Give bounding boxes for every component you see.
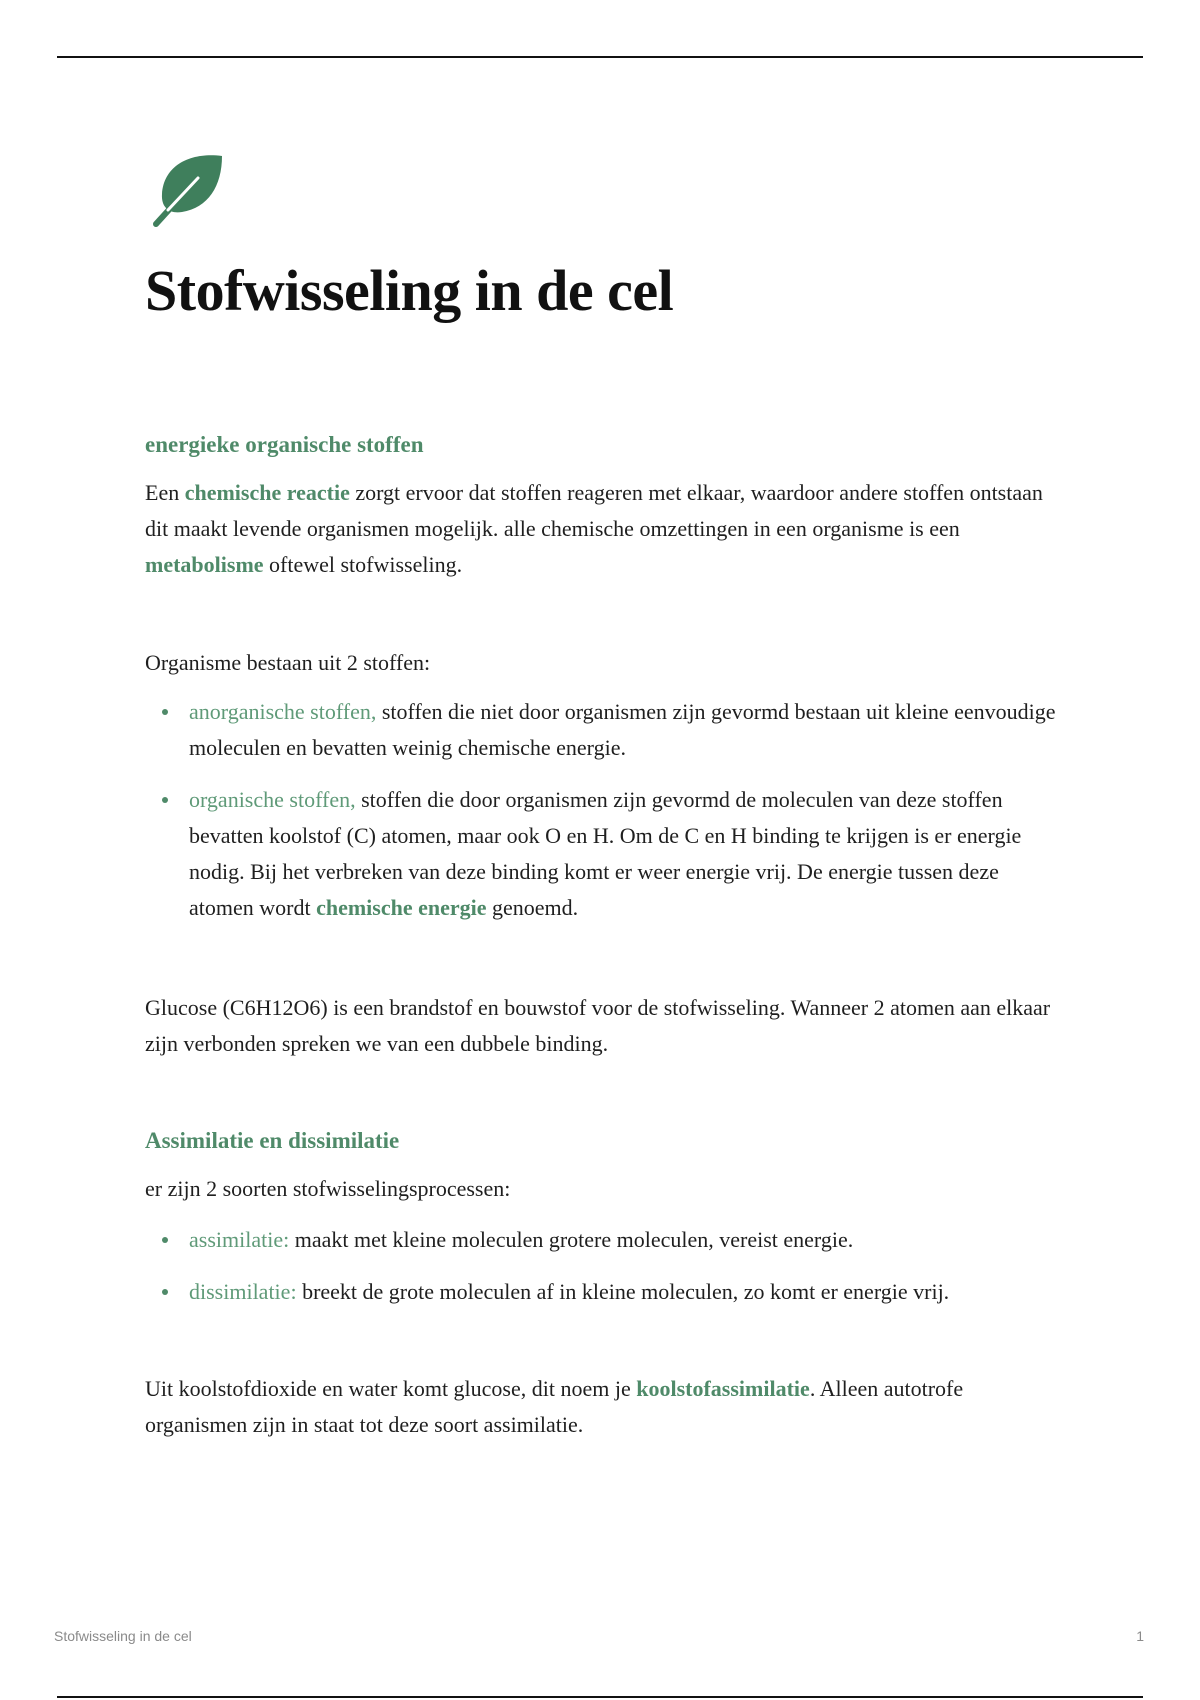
- paragraph-koolstofassimilatie: [145, 1371, 1065, 1443]
- section-heading-energieke: energieke organische stoffen: [145, 432, 424, 457]
- list-item-text: stoffen die niet door organismen zijn gevormd bestaan uit kleine eenvoudige moleculen en bevatten weinig chemische energie.: [189, 699, 1056, 760]
- term-dissimilatie: dissimilatie:: [189, 1279, 297, 1304]
- text: zorgt ervoor dat stoffen reageren met elkaar, waardoor andere stoffen ontstaan dit maakt levende organismen mogelijk. alle chemische omzettingen in een organisme is een: [145, 480, 1043, 541]
- paragraph-soorten-processen: er zijn 2 soorten stofwisselingsprocessen:: [145, 1176, 511, 1201]
- term-organische: organische stoffen,: [189, 787, 356, 812]
- list-item-text: maakt met kleine moleculen grotere moleculen, vereist energie.: [289, 1227, 854, 1252]
- footer-document-title: Stofwisseling in de cel: [54, 1628, 192, 1644]
- highlight-metabolisme: metabolisme: [145, 552, 264, 577]
- term-anorganische: anorganische stoffen,: [189, 699, 377, 724]
- page-title: Stofwisseling in de cel: [145, 258, 674, 323]
- highlight-chemische-reactie: chemische reactie: [184, 480, 350, 505]
- leaf-icon: [152, 152, 226, 228]
- footer-page-number: 1: [1136, 1628, 1144, 1644]
- section-heading-assimilatie: Assimilatie en dissimilatie: [145, 1128, 400, 1153]
- list-item: [145, 1274, 1065, 1310]
- highlight-koolstofassimilatie: koolstofassimilatie: [636, 1376, 810, 1401]
- text: oftewel stofwisseling.: [263, 552, 463, 577]
- list-item-text: stoffen die door organismen zijn gevormd de moleculen van deze stoffen bevatten koolstof (C) atomen, maar ook O en H. Om de C en H binding te krijgen is er energie nodig. Bij het verbreken van deze binding komt er weer energie vrij. De energie tussen deze atomen wordt: [189, 787, 1022, 920]
- text: . Alleen autotrofe organismen zijn in staat tot deze soort assimilatie.: [145, 1376, 964, 1437]
- term-assimilatie: assimilatie:: [189, 1227, 290, 1252]
- paragraph-glucose: Glucose (C6H12O6) is een brandstof en bouwstof voor de stofwisseling. Wanneer 2 atomen aan elkaar zijn verbonden spreken we van een dubbele binding.: [145, 995, 1051, 1056]
- list-item: [145, 694, 1065, 766]
- text: Uit koolstofdioxide en water komt glucose, dit noem je: [145, 1376, 637, 1401]
- list-item: [145, 782, 1065, 926]
- text: Een: [145, 480, 185, 505]
- highlight-chemische-energie: chemische energie: [316, 895, 487, 920]
- list-item-text: breekt de grote moleculen af in kleine moleculen, zo komt er energie vrij.: [296, 1279, 950, 1304]
- paragraph-organisme-stoffen: Organisme bestaan uit 2 stoffen:: [145, 650, 431, 675]
- bottom-rule: [57, 1696, 1143, 1698]
- processen-list: [145, 1222, 1065, 1326]
- list-item: [145, 1222, 1065, 1258]
- paragraph-chemische-reactie: [145, 475, 1065, 583]
- list-item-text: genoemd.: [486, 895, 579, 920]
- top-rule: [57, 56, 1143, 58]
- stoffen-list: [145, 694, 1065, 942]
